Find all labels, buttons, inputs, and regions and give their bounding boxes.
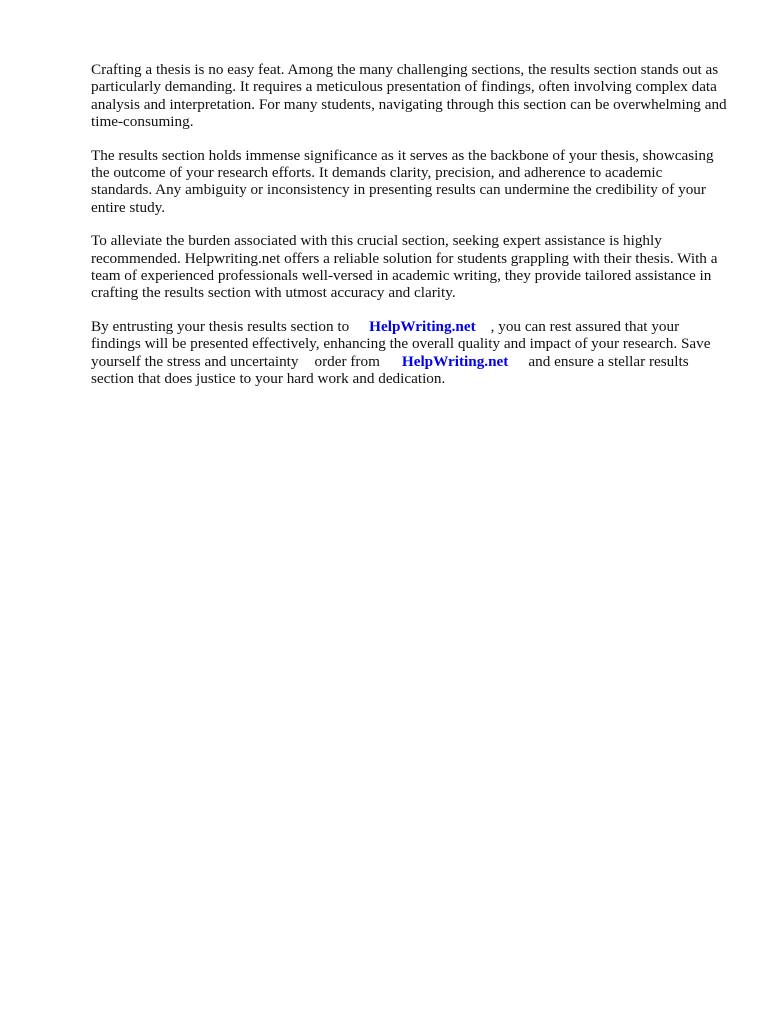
document-body <box>91 61 727 404</box>
closing-text-1: By entrusting your thesis results section to <box>91 317 350 335</box>
closing-text-2: , you can rest assured that your findings will be presented effectively, enhancing the overall quality and impact of your research. Save yourself the stress and uncertainty <box>91 317 711 370</box>
paragraph-closing <box>91 318 727 388</box>
closing-text-4: and ensure a stellar results section that does justice to your hard work and dedication. <box>91 352 689 388</box>
paragraph-intro: Crafting a thesis is no easy feat. Among the many challenging sections, the results section stands out as particularly demanding. It requires a meticulous presentation of findings, often involving complex data analysis and interpretation. For many students, navigating through this section can be overwhelming and time-consuming. <box>91 61 727 131</box>
paragraph-significance: The results section holds immense significance as it serves as the backbone of your thesis, showcasing the outcome of your research efforts. It demands clarity, precision, and adherence to academic standards. Any ambiguity or inconsistency in presenting results can undermine the credibility of your entire study. <box>91 146 714 216</box>
helpwriting-link-2[interactable]: HelpWriting.net <box>401 352 509 370</box>
closing-text-3: order from <box>314 352 380 370</box>
helpwriting-link-1[interactable]: HelpWriting.net <box>369 317 476 335</box>
paragraph-assistance: To alleviate the burden associated with this crucial section, seeking expert assistance is highly recommended. Helpwriting.net offers a reliable solution for students grappling with their thesis. With a team of experienced professionals well-versed in academic writing, they provide tailored assistance in crafting the results section with utmost accuracy and clarity. <box>91 232 718 302</box>
